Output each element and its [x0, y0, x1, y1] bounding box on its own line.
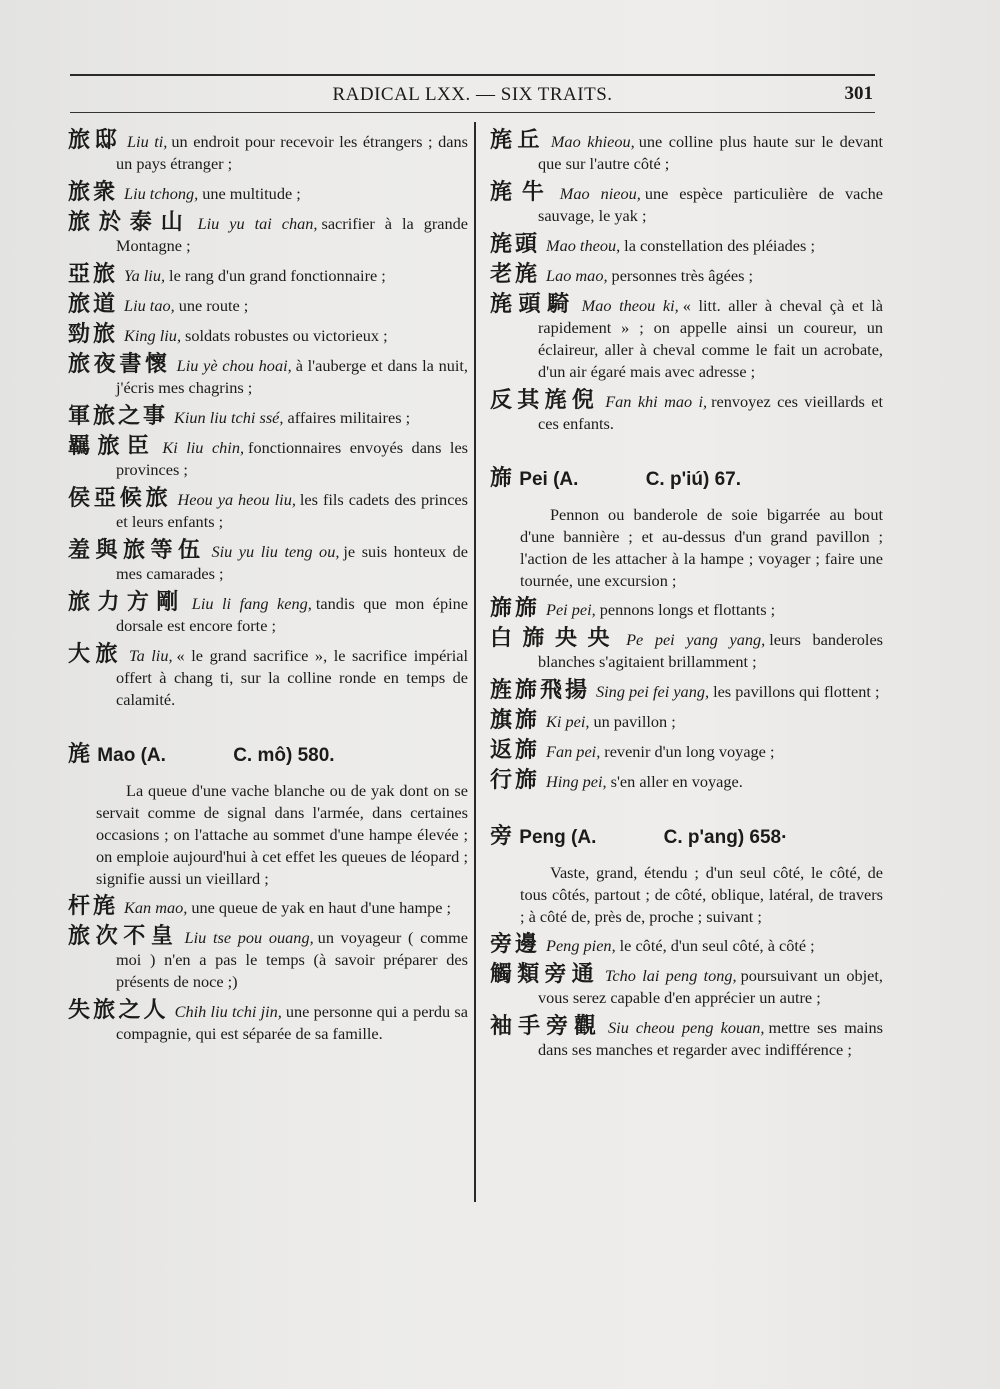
entry-characters: 羈旅臣 [68, 434, 157, 459]
entry-translation: poursuivant un objet, vous serez capable d'en apprécier un autre ; [538, 966, 883, 1007]
entry-translation: personnes très âgées ; [611, 266, 754, 285]
dictionary-entry [490, 294, 883, 383]
dictionary-entry [68, 896, 468, 919]
entry-translation: renvoyez ces vieillards et ces enfants. [538, 392, 883, 433]
entry-romanization: Liu tao, [124, 296, 175, 315]
entry-romanization: Kiun liu tchi ssé, [174, 408, 284, 427]
column-divider [474, 122, 476, 1202]
entry-translation: « litt. aller à cheval çà et là rapidement » ; on appelle ainsi un coureur, un éclaireur, aller à cheval comme le fait un acrobate, d'un air égaré mais avec adresse ; [538, 296, 883, 381]
entry-romanization: Peng pien, [546, 936, 616, 955]
dictionary-entry [68, 926, 468, 993]
entry-romanization: Liu tchong, [124, 184, 199, 203]
entry-romanization: Kan mao, [124, 898, 188, 917]
entry-translation: à l'auberge et dans la nuit, j'écris mes chagrins ; [116, 356, 468, 397]
entry-translation: le rang d'un grand fonctionnaire ; [169, 266, 386, 285]
dictionary-entry [490, 770, 883, 793]
entry-romanization: Liu li fang keng, [191, 594, 312, 613]
entry-translation: un pavillon ; [593, 712, 676, 731]
headword-peng [490, 819, 883, 850]
entry-romanization: Mao theou ki, [581, 296, 679, 315]
dictionary-entry [490, 628, 883, 673]
entry-characters: 反其旄倪 [490, 388, 600, 413]
entry-characters: 大旅 [68, 642, 124, 667]
entry-translation: une personne qui a perdu sa compagnie, qui est séparée de sa famille. [116, 1002, 468, 1043]
headword-code: C. mô) 580. [233, 745, 335, 766]
right-column [490, 130, 883, 1068]
headword-reading: Pei (A. [519, 469, 579, 490]
entry-translation: pennons longs et flottants ; [599, 600, 776, 619]
entry-translation: revenir d'un long voyage ; [604, 742, 775, 761]
entry-characters: 旄頭 [490, 232, 541, 257]
entry-characters: 返旆 [490, 738, 541, 763]
entry-characters: 旌旆飛揚 [490, 678, 591, 703]
entry-romanization: Chih liu tchi jin, [174, 1002, 282, 1021]
dictionary-entry [68, 294, 468, 317]
dictionary-entry [68, 324, 468, 347]
dictionary-entry [490, 390, 883, 435]
dictionary-entry [490, 598, 883, 621]
running-title: RADICAL LXX. — SIX TRAITS. [332, 84, 613, 105]
entry-romanization: Liu ti, [126, 132, 168, 151]
entry-characters: 軍旅之事 [68, 404, 169, 429]
entry-romanization: Liu yè chou hoai, [176, 356, 292, 375]
dictionary-entry [68, 644, 468, 711]
entry-romanization: Liu yu tai chan, [197, 214, 318, 233]
dictionary-entry [490, 710, 883, 733]
entry-romanization: Siu cheou peng kouan, [608, 1018, 765, 1037]
entry-romanization: Ta liu, [129, 646, 173, 665]
entry-characters: 旅衆 [68, 180, 119, 205]
entry-characters: 觸類旁通 [490, 962, 599, 987]
headword-code: C. p'iú) 67. [645, 469, 742, 490]
page-header [70, 84, 875, 110]
entry-characters: 白旆央央 [490, 626, 621, 651]
entry-characters: 失旅之人 [68, 998, 169, 1023]
entry-characters: 侯亞候旅 [68, 486, 172, 511]
entry-romanization: Fan khi mao i, [605, 392, 708, 411]
headword-reading: Mao (A. [97, 745, 166, 766]
entry-translation: tandis que mon épine dorsale est encore forte ; [116, 594, 468, 635]
entry-characters: 亞旅 [68, 262, 119, 287]
dictionary-entry [68, 436, 468, 481]
dictionary-entry [490, 234, 883, 257]
entry-translation: une queue de yak en haut d'une hampe ; [191, 898, 452, 917]
entry-translation: soldats robustes ou victorieux ; [185, 326, 388, 345]
entry-romanization: Mao khieou, [550, 132, 635, 151]
entry-characters: 袖手旁觀 [490, 1014, 603, 1039]
left-column [68, 130, 468, 1052]
entry-translation: une colline plus haute sur le devant que sur l'autre côté ; [538, 132, 883, 173]
entry-translation: un voyageur ( comme moi ) n'en a pas le temps (à savoir préparer des présents de noce ;) [116, 928, 468, 991]
headword-definition: Pennon ou banderole de soie bigarrée au bout d'une bannière ; et au-dessus d'un grand pavillon ; l'action de les attacher à la hampe ; voyager ; faire une tournée, une excursion ; [520, 505, 883, 590]
dictionary-entry [68, 130, 468, 175]
entry-translation: les pavillons qui flottent ; [713, 682, 880, 701]
entry-characters: 旄頭騎 [490, 292, 576, 317]
mao-entries [68, 896, 468, 1045]
dictionary-entry [68, 540, 468, 585]
headword-character: 旆 [490, 466, 513, 491]
headword-reading: Peng (A. [519, 827, 597, 848]
dictionary-entry [490, 934, 883, 957]
entry-romanization: Mao nieou, [559, 184, 641, 203]
entry-characters: 旄牛 [490, 180, 554, 205]
entry-translation: sacrifier à la grande Montagne ; [116, 214, 469, 255]
entry-characters: 旅道 [68, 292, 119, 317]
entry-romanization: Hing pei, [546, 772, 607, 791]
entry-translation: mettre ses mains dans ses manches et regarder avec indifférence ; [538, 1018, 883, 1059]
entry-characters: 旅力方剛 [68, 590, 186, 615]
headword-code: C. p'ang) 658· [663, 827, 788, 848]
entry-translation: leurs banderoles blanches s'agitaient brillamment ; [538, 630, 884, 671]
headword-pei [490, 461, 883, 492]
entry-translation: fonctionnaires envoyés dans les provinces ; [116, 438, 469, 479]
entry-romanization: Pe pei yang yang, [626, 630, 766, 649]
entry-characters: 旅邸 [68, 128, 121, 153]
entry-romanization: Pei pei, [546, 600, 596, 619]
headword-character: 旄 [68, 742, 91, 767]
entry-characters: 旅夜書懷 [68, 352, 171, 377]
dictionary-entry [68, 1000, 468, 1045]
entry-characters: 旄丘 [490, 128, 545, 153]
entry-translation: je suis honteux de mes camarades ; [116, 542, 468, 583]
entry-romanization: King liu, [124, 326, 182, 345]
headword-character: 旁 [490, 824, 513, 849]
headword-mao [68, 737, 468, 768]
entry-characters: 行旆 [490, 768, 541, 793]
dictionary-entry [490, 680, 883, 703]
entry-romanization: Liu tse pou ouang, [184, 928, 314, 947]
header-rule [70, 112, 875, 113]
entry-romanization: Fan pei, [546, 742, 601, 761]
entry-romanization: Lao mao, [546, 266, 608, 285]
headword-definition: La queue d'une vache blanche ou de yak dont on se servait comme de signal dans l'armée, dans certaines occasions ; on l'attache au sommet d'une hampe élevée ; on emploie aujourd'hui à cet effet les queues de léopard ; signifie aussi un vieillard ; [96, 781, 468, 888]
entry-characters: 羞與旅等伍 [68, 538, 206, 563]
dictionary-entry [490, 264, 883, 287]
dictionary-entry [490, 740, 883, 763]
entry-translation: une route ; [178, 296, 249, 315]
entry-characters: 杆旄 [68, 894, 119, 919]
entry-characters: 旅次不皇 [68, 924, 179, 949]
peng-entries [490, 934, 883, 1061]
entry-characters: 勁旅 [68, 322, 119, 347]
entry-characters: 旗旆 [490, 708, 541, 733]
entry-translation: « le grand sacrifice », le sacrifice impérial offert à chang ti, sur la colline ronde en temps de calamité. [116, 646, 468, 709]
entry-characters: 旁邊 [490, 932, 541, 957]
entry-romanization: Ki pei, [546, 712, 590, 731]
entry-translation: le côté, d'un seul côté, à côté ; [619, 936, 815, 955]
entry-characters: 老旄 [490, 262, 541, 287]
dictionary-entry [490, 964, 883, 1009]
top-rule [70, 74, 875, 76]
headword-definition: Vaste, grand, étendu ; d'un seul côté, le côté, de tous côtés, partout ; de côté, oblique, latéral, de travers ; à côté de, près de, proche ; suivant ; [520, 863, 883, 926]
dictionary-entry [490, 1016, 883, 1061]
entry-characters: 旆旆 [490, 596, 541, 621]
entry-romanization: Ya liu, [124, 266, 166, 285]
dictionary-entry [68, 212, 468, 257]
dictionary-entry [68, 264, 468, 287]
entry-translation: une espèce particulière de vache sauvage, le yak ; [538, 184, 883, 225]
entry-translation: s'en aller en voyage. [610, 772, 743, 791]
entry-romanization: Sing pei fei yang, [596, 682, 710, 701]
page-number: 301 [844, 83, 873, 104]
left-entries [68, 130, 468, 711]
dictionary-entry [68, 406, 468, 429]
entry-romanization: Siu yu liu teng ou, [211, 542, 340, 561]
dictionary-entry [490, 182, 883, 227]
right-entries [490, 130, 883, 435]
dictionary-entry [68, 182, 468, 205]
entry-romanization: Ki liu chin, [162, 438, 245, 457]
entry-characters: 旅於泰山 [68, 210, 192, 235]
entry-translation: affaires militaires ; [287, 408, 411, 427]
entry-translation: une multitude ; [202, 184, 301, 203]
dictionary-entry [68, 354, 468, 399]
pei-entries [490, 598, 883, 793]
entry-translation: un endroit pour recevoir les étrangers ; dans un pays étranger ; [116, 132, 468, 173]
entry-romanization: Mao theou, [546, 236, 621, 255]
entry-translation: la constellation des pléiades ; [624, 236, 815, 255]
dictionary-entry [68, 488, 468, 533]
entry-romanization: Tcho lai peng tong, [604, 966, 737, 985]
entry-romanization: Heou ya heou liu, [177, 490, 296, 509]
dictionary-entry [68, 592, 468, 637]
dictionary-entry [490, 130, 883, 175]
entry-translation: les fils cadets des princes et leurs enfants ; [116, 490, 468, 531]
